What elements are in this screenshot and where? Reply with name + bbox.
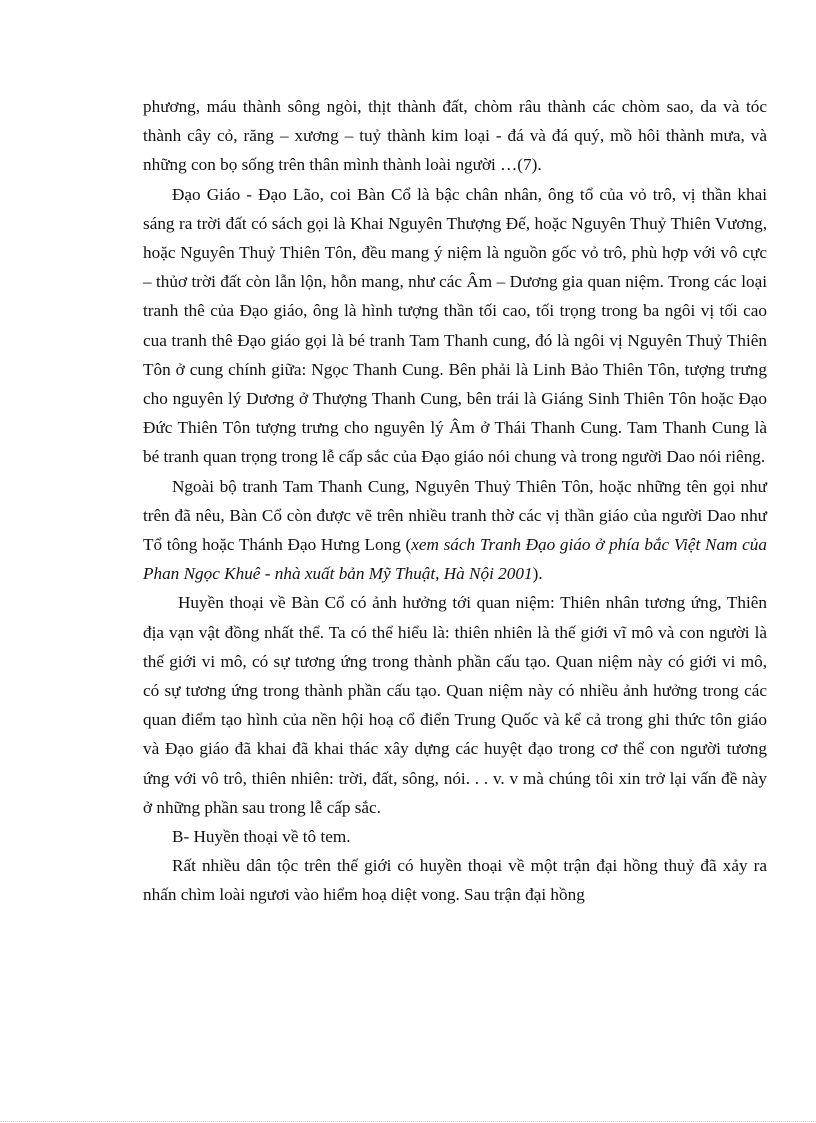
paragraph-text: Huyền thoại về Bàn Cổ có ảnh hưởng tới quan niệm: Thiên nhân tương ứng, Thiên địa vạn vật đồng nhất thể. Ta có thể hiểu là: thiên nhiên là thế giới vĩ mô và con người là thế giới vi mô, có sự tương ứng trong thành phần cấu tạo. Quan niệm này có giới vi mô, có sự tương ứng trong thành phần cấu tạo. Quan niệm này có nhiều ảnh hưởng trong các quan điểm tạo hình của nền hội hoạ cổ điển Trung Quốc và kể cả trong ghi thức tôn giáo và Đạo giáo đã khai đã khai thác xây dựng các huyệt đạo trong cơ thể con người tương ứng với vô trô, thiên nhiên: trời, đất, sông, nói. . . v. v mà chúng tôi xin trở lại vấn đề này ở những phần sau trong lễ cấp sắc.	[143, 593, 767, 817]
citation-reference: xem sách Tranh Đạo giáo ở phía bắc Việt Nam của Phan Ngọc Khuê - nhà xuất bản Mỹ Thuật, Hà Nội 2001	[143, 535, 767, 584]
paragraph-text: phương, máu thành sông ngòi, thịt thành đất, chòm râu thành các chòm sao, da và tóc thành cây cỏ, răng – xương – tuỷ thành kim loại - đá và đá quý, mồ hôi thành mưa, và những con bọ sống trên thân mình thành loài người …(7).	[143, 97, 767, 175]
paragraph-text: Ngoài bộ tranh Tam Thanh Cung, Nguyên Thuỷ Thiên Tôn, hoặc những tên gọi như trên đã nêu, Bàn Cổ còn được vẽ trên nhiều tranh thờ các vị thần giáo của người Dao như Tổ tông hoặc Thánh Đạo Hưng Long (	[143, 476, 767, 555]
paragraph-text: Rất nhiều dân tộc trên thế giới có huyền thoại về một trận đại hồng thuỷ đã xảy ra nhấn chìm loài ngươi vào hiểm hoạ diệt vong. Sau trận đại hồng	[143, 856, 767, 905]
paragraph-creation-myth-continued	[143, 92, 767, 180]
page-bottom-border	[0, 1121, 816, 1122]
document-body	[143, 92, 767, 910]
paragraph-dao-giao	[143, 180, 767, 472]
paragraph-tail: ).	[532, 564, 543, 584]
section-heading-totem	[143, 822, 767, 851]
paragraph-tam-thanh-cung	[143, 472, 767, 589]
paragraph-ban-co-influence	[143, 588, 767, 822]
paragraph-text: Đạo Giáo - Đạo Lão, coi Bàn Cổ là bậc chân nhân, ông tổ của vỏ trô, vị thần khai sáng ra trời đất có sách gọi là Khai Nguyên Thượng Đế, hoặc Nguyên Thuỷ Thiên Vương, hoặc Nguyên Thuỷ Thiên Tôn, đều mang ý niệm là nguồn gốc vỏ trô, phù hợp với vô cực – thủơ trời đất còn lẫn lộn, hỗn mang, như các Âm – Dương gia quan niệm. Trong các loại tranh thê của Đạo giáo, ông là hình tượng thần tối cao, tối trọng trong ba ngôi vị tối cao cua tranh thê Đạo giáo gọi là bé tranh Tam Thanh cung, đó là ngôi vị Nguyên Thuỷ Thiên Tôn ở cung chính giữa: Ngọc Thanh Cung. Bên phải là Linh Bảo Thiên Tôn, tượng trưng cho nguyên lý Dương ở Thượng Thanh Cung, bên trái là Giáng Sinh Thiên Tôn hoặc Đạo Đức Thiên Tôn tượng trưng cho nguyên lý Âm ở Thái Thanh Cung. Tam Thanh Cung là bé tranh quan trọng trong lễ cấp sắc của Đạo giáo nói chung và trong người Dao nói riêng.	[143, 184, 767, 467]
heading-text: B- Huyền thoại về tô tem.	[172, 827, 351, 847]
paragraph-flood-myth	[143, 851, 767, 909]
